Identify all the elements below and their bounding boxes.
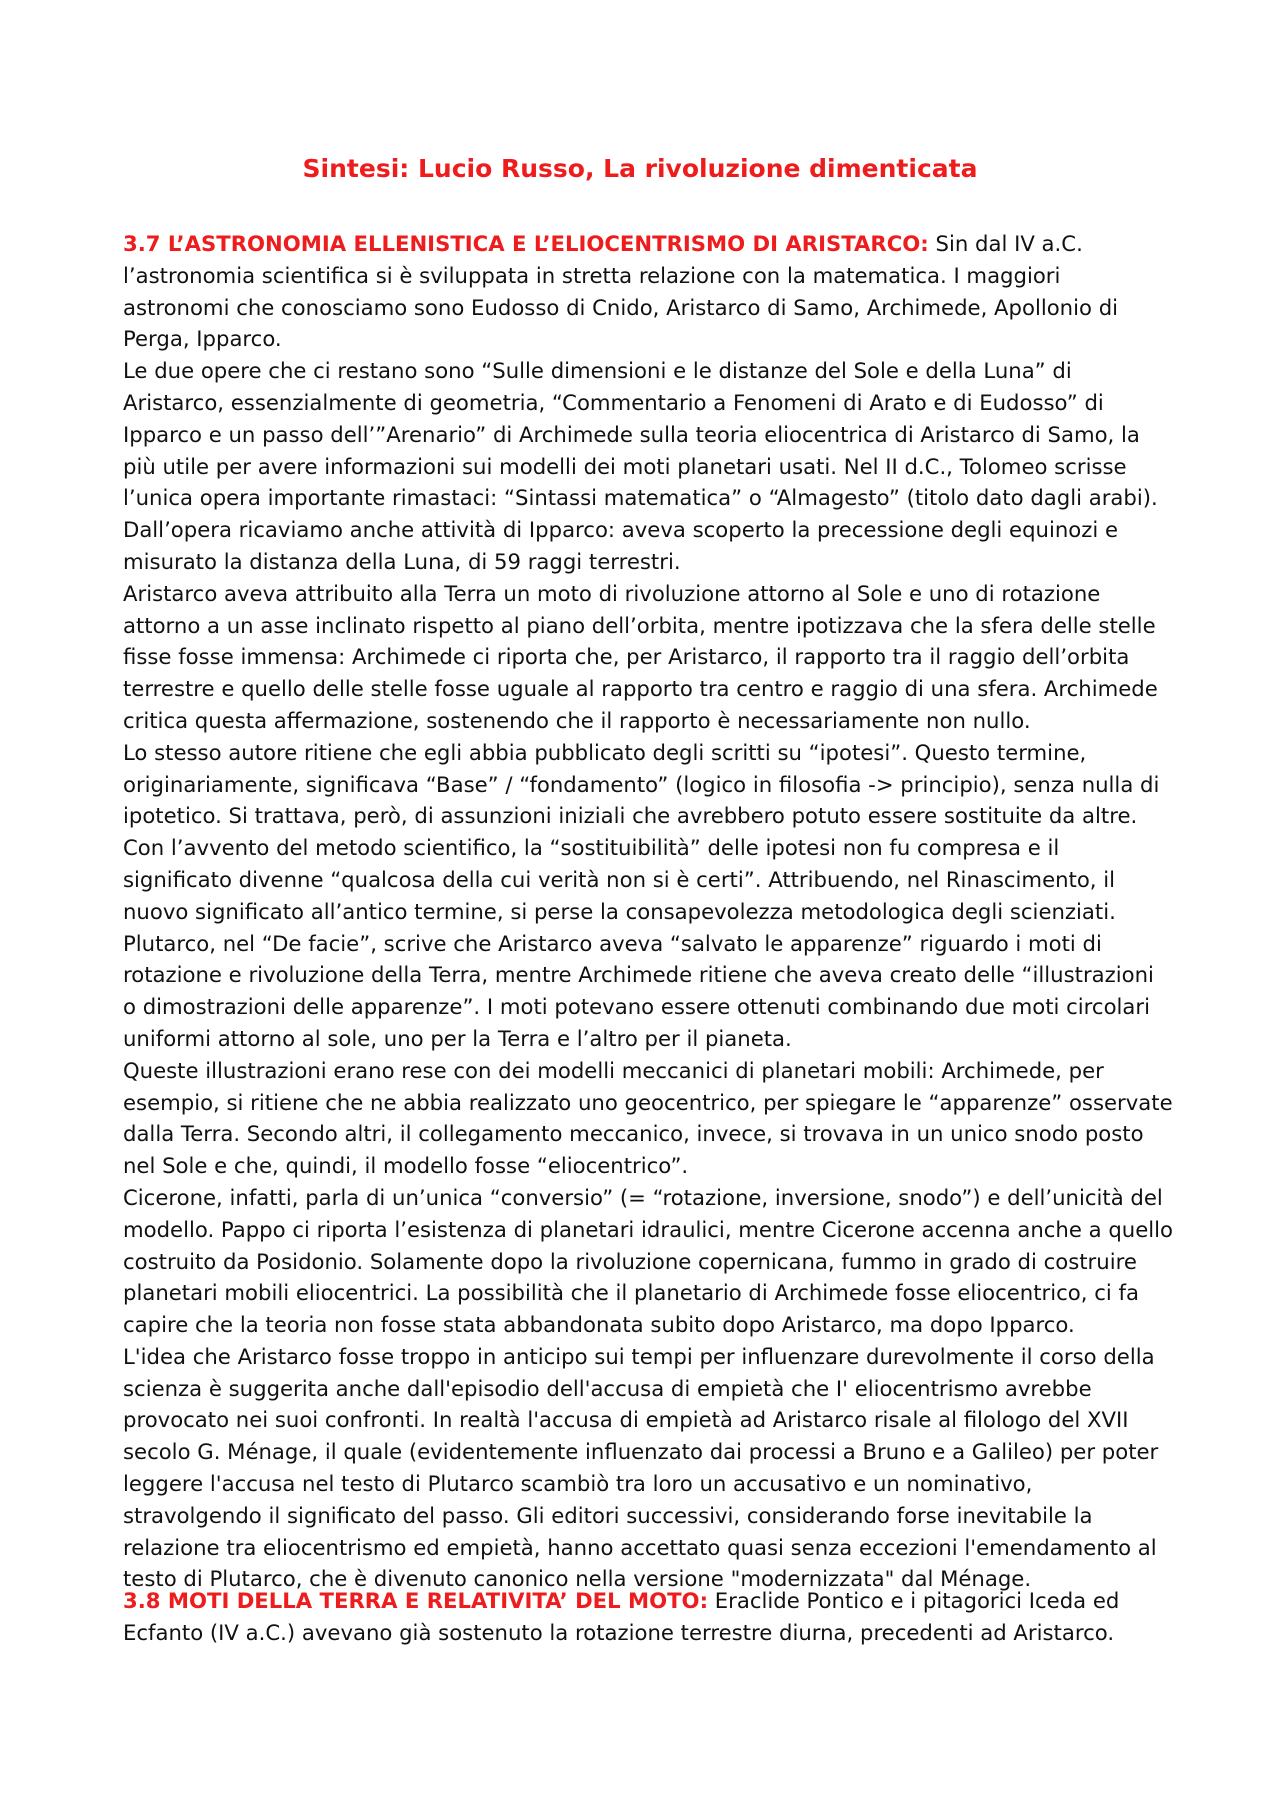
section-3-8 <box>123 1585 1173 1649</box>
section-3-7-heading: 3.7 L’ASTRONOMIA ELLENISTICA E L’ELIOCENTRISMO DI ARISTARCO: <box>123 231 929 256</box>
paragraph-opere: Le due opere che ci restano sono “Sulle dimensioni e le distanze del Sole e della Luna” di Aristarco, essenzialmente di geometria, “Commentario a Fenomeni di Arato e di Eudosso” di Ipparco e un passo dell’”Arenario” di Archimede sulla teoria eliocentrica di Aristarco di Samo, la più utile per avere informazioni sui modelli dei moti planetari usati. Nel II d.C., Tolomeo scrisse l’unica opera importante rimastaci: “Sintassi matematica” o “Almagesto” (titolo dato dagli arabi). <box>123 358 1158 511</box>
paragraph-empieta: L'idea che Aristarco fosse troppo in anticipo sui tempi per influenzare durevolmente il corso della scienza è suggerita anche dall'episodio dell'accusa di empietà che I' eliocentrismo avrebbe provocato nei suoi confronti. In realtà l'accusa di empietà ad Aristarco risale al filologo del XVII secolo G. Ménage, il quale (evidentemente influenzato dai processi a Bruno e a Galileo) per poter leggere l'accusa nel testo di Plutarco scambiò tra loro un accusativo e un nominativo, stravolgendo il significato del passo. Gli editori successivi, considerando forse inevitabile la relazione tra eliocentrismo ed empietà, hanno accettato quasi senza eccezioni l'emendamento al testo di Plutarco, che è divenuto canonico nella versione "modernizzata" dal Ménage. <box>123 1343 1159 1592</box>
section-3-8-intro: Eraclide Pontico e i pitagorici Iceda ed Ecfanto (IV a.C.) avevano già sostenuto la rotazione terrestre diurna, precedenti ad Aristarco. <box>123 1588 1120 1645</box>
section-3-7-intro: Sin dal IV a.C. l’astronomia scientifica si è sviluppata in stretta relazione con la matematica. I maggiori astronomi che conosciamo sono Eudosso di Cnido, Aristarco di Samo, Archimede, Apollonio di Perga, Ipparco. <box>123 231 1119 352</box>
paragraph-planetari: Queste illustrazioni erano rese con dei modelli meccanici di planetari mobili: Archimede, per esempio, si ritiene che ne abbia realizzato uno geocentrico, per spiegare le “apparenze” osservate dalla Terra. Secondo altri, il collegamento meccanico, invece, si trovava in un unico snodo posto nel Sole e che, quindi, il modello fosse “eliocentrico”. <box>123 1057 1173 1179</box>
paragraph-ipparco: Dall’opera ricaviamo anche attività di Ipparco: aveva scoperto la precessione degli equinozi e misurato la distanza della Luna, di 59 raggi terrestri. <box>123 517 1119 574</box>
paragraph-aristarco: Aristarco aveva attribuito alla Terra un moto di rivoluzione attorno al Sole e uno di rotazione attorno a un asse inclinato rispetto al piano dell’orbita, mentre ipotizzava che la sfera delle stelle fisse fosse immensa: Archimede ci riporta che, per Aristarco, il rapporto tra il raggio dell’orbita terrestre e quello delle stelle fosse uguale al rapporto tra centro e raggio di una sfera. Archimede critica questa affermazione, sostenendo che il rapporto è necessariamente non nullo. <box>123 580 1158 733</box>
section-3-7-opening <box>123 228 1173 355</box>
document-title: Sintesi: Lucio Russo, La rivoluzione dimenticata <box>302 154 978 183</box>
section-3-8-heading: 3.8 MOTI DELLA TERRA E RELATIVITA’ DEL MOTO: <box>123 1588 709 1613</box>
section-3-7 <box>123 228 1173 1595</box>
paragraph-ipotesi: Lo stesso autore ritiene che egli abbia pubblicato degli scritti su “ipotesi”. Questo termine, originariamente, significava “Base” / “fondamento” (logico in filosofia -> principio), senza nulla di ipotetico. Si trattava, però, di assunzioni iniziali che avrebbero potuto essere sostituite da altre. Con l’avvento del metodo scientifico, la “sostituibilità” delle ipotesi non fu compresa e il significato divenne “qualcosa della cui verità non si è certi”. Attribuendo, nel Rinascimento, il nuovo significato all’antico termine, si perse la consapevolezza metodologica degli scienziati. <box>123 739 1160 924</box>
paragraph-cicerone: Cicerone, infatti, parla di un’unica “conversio” (= “rotazione, inversione, snodo”) e dell’unicità del modello. Pappo ci riporta l’esistenza di planetari idraulici, mentre Cicerone accenna anche a quello costruito da Posidonio. Solamente dopo la rivoluzione copernicana, fummo in grado di costruire planetari mobili eliocentrici. La possibilità che il planetario di Archimede fosse eliocentrico, ci fa capire che la teoria non fosse stata abbandonata subito dopo Aristarco, ma dopo Ipparco. <box>123 1184 1174 1338</box>
paragraph-plutarco: Plutarco, nel “De facie”, scrive che Aristarco aveva “salvato le apparenze” riguardo i moti di rotazione e rivoluzione della Terra, mentre Archimede ritiene che aveva creato delle “illustrazioni o dimostrazioni delle apparenze”. I moti potevano essere ottenuti combinando due moti circolari uniformi attorno al sole, uno per la Terra e l’altro per il pianeta. <box>123 930 1154 1051</box>
section-3-8-opening <box>123 1585 1173 1649</box>
